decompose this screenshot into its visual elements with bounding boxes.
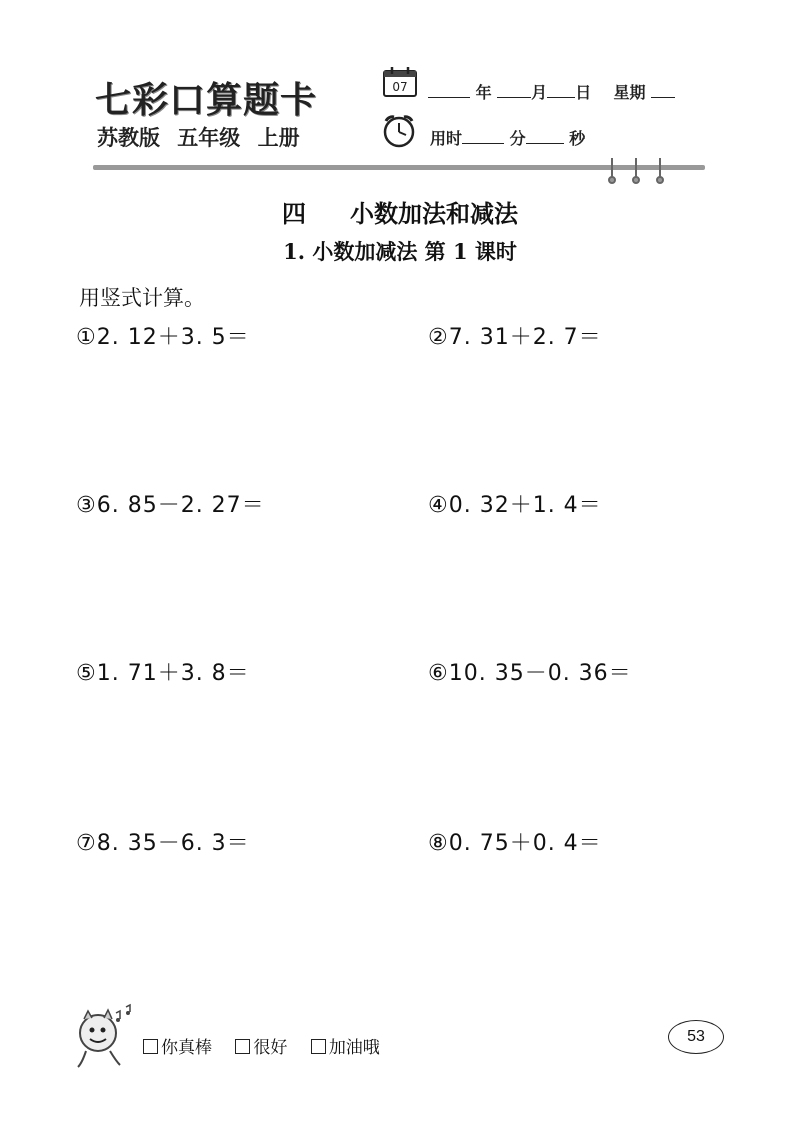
problem-5: ⑤1. 71＋3. 8＝ [76, 661, 250, 686]
minute-blank [462, 129, 504, 144]
minute-label: 分 [509, 129, 526, 148]
problem-7: ⑦8. 35－6. 3＝ [76, 831, 250, 856]
instruction-text: 用竖式计算。 [79, 286, 205, 310]
calendar-date-text: 07 [392, 80, 408, 94]
month-label: 月 [531, 83, 548, 102]
rating-checkbox[interactable] [143, 1039, 158, 1054]
rating-checkbox[interactable] [235, 1039, 250, 1054]
year-blank [428, 83, 470, 98]
problem-2: ②7. 31＋2. 7＝ [428, 325, 602, 350]
day-blank [547, 83, 575, 98]
day-label: 日 [575, 83, 592, 102]
weekday-blank [651, 83, 675, 98]
second-label: 秒 [569, 129, 586, 148]
brand-title: 七彩口算题卡 [95, 79, 318, 121]
rating-option-great[interactable] [143, 1033, 212, 1058]
second-blank [526, 129, 564, 144]
lesson-title: 1. 小数加减法 第 1 课时 [283, 239, 517, 264]
problem-8: ⑧0. 75＋0. 4＝ [428, 831, 602, 856]
date-fields [428, 80, 675, 103]
problem-4: ④0. 32＋1. 4＝ [428, 493, 602, 518]
rating-option-keep-going[interactable] [311, 1033, 380, 1058]
weekday-label: 星期 [613, 83, 646, 102]
self-rating-options [143, 1033, 398, 1058]
chapter-title: 小数加法和减法 [350, 200, 518, 228]
time-prefix-label: 用时 [430, 129, 463, 148]
rating-label: 你真棒 [161, 1038, 212, 1058]
chapter-heading [0, 194, 800, 229]
problem-6: ⑥10. 35－0. 36＝ [428, 661, 632, 686]
rating-label: 很好 [253, 1038, 288, 1058]
chapter-number: 四 [282, 200, 306, 228]
problem-1: ①2. 12＋3. 5＝ [76, 325, 250, 350]
year-label: 年 [475, 83, 492, 102]
rating-label: 加油哦 [328, 1038, 380, 1058]
month-blank [497, 83, 531, 98]
time-fields [430, 126, 585, 149]
mascot-icon [70, 1003, 140, 1071]
rating-checkbox[interactable] [311, 1039, 326, 1054]
edition-label: 苏教版 五年级 上册 [97, 126, 300, 150]
calendar-icon [382, 66, 418, 96]
alarm-clock-icon [380, 114, 416, 144]
rating-option-good[interactable] [235, 1033, 287, 1058]
problem-3: ③6. 85－2. 27＝ [76, 493, 265, 518]
page-number: 53 [668, 1020, 724, 1054]
binder-pins-icon [602, 156, 672, 184]
